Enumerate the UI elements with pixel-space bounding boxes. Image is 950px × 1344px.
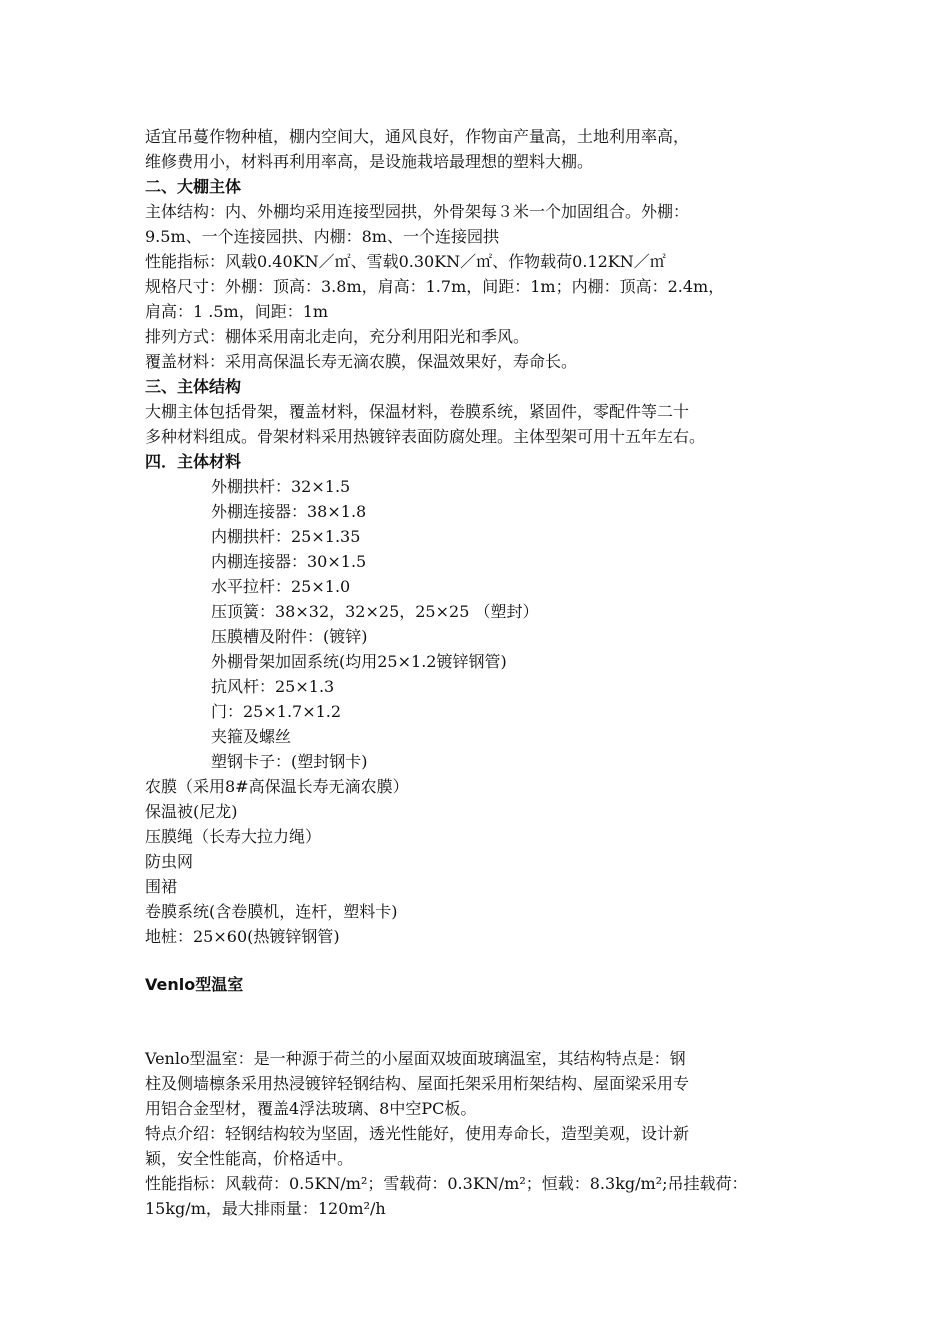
material-item: 抗风杆：25×1.3 <box>211 677 335 696</box>
paragraph-line: 特点介绍：轻钢结构较为坚固，透光性能好，使用寿命长，造型美观，设计新 <box>145 1124 690 1143</box>
paragraph-line: 柱及侧墙檩条采用热浸镀锌轻钢结构、屋面托架采用桁架结构、屋面梁采用专 <box>145 1074 690 1093</box>
paragraph-line: 肩高：1 .5m，间距：1m <box>145 302 329 321</box>
paragraph-line: 覆盖材料：采用高保温长寿无滴农膜，保温效果好，寿命长。 <box>145 352 578 371</box>
material-item: 塑钢卡子：(塑封钢卡) <box>211 752 368 771</box>
material-item: 外棚骨架加固系统(均用25×1.2镀锌钢管) <box>211 652 507 671</box>
material-item: 防虫网 <box>145 852 194 871</box>
paragraph-line: 性能指标：风载0.40KN／㎡、雪载0.30KN／㎡、作物载荷0.12KN／㎡ <box>145 252 666 271</box>
material-item: 卷膜系统(含卷膜机，连杆，塑料卡) <box>145 902 398 921</box>
material-item: 内棚连接器：30×1.5 <box>211 552 367 571</box>
intro-line: 适宜吊蔓作物种植，棚内空间大，通风良好，作物亩产量高，土地利用率高， <box>145 127 690 146</box>
material-item: 压膜槽及附件：(镀锌) <box>211 627 368 646</box>
paragraph-line: 大棚主体包括骨架，覆盖材料，保温材料，卷膜系统，紧固件，零配件等二十 <box>145 402 690 421</box>
paragraph-line: 性能指标：风载荷：0.5KN/m²；雪载荷：0.3KN/m²；恒载：8.3kg/m²;吊挂载荷： <box>145 1174 748 1193</box>
section-heading: 四．主体材料 <box>145 452 242 471</box>
paragraph-line: 规格尺寸：外棚：顶高：3.8m，肩高：1.7m，间距：1m；内棚：顶高：2.4m， <box>145 277 725 296</box>
paragraph-line: 15kg/m，最大排雨量：120m²/h <box>145 1199 386 1218</box>
material-item: 地桩：25×60(热镀锌钢管) <box>145 927 340 946</box>
section-heading: Venlo型温室 <box>145 975 244 994</box>
paragraph-line: 排列方式：棚体采用南北走向，充分利用阳光和季风。 <box>145 327 530 346</box>
material-item: 农膜（采用8#高保温长寿无滴农膜） <box>145 777 409 796</box>
material-item: 夹箍及螺丝 <box>211 727 292 746</box>
material-item: 外棚连接器：38×1.8 <box>211 502 367 521</box>
paragraph-line: 主体结构：内、外棚均采用连接型园拱，外骨架每３米一个加固组合。外棚： <box>145 202 690 221</box>
material-item: 外棚拱杆：32×1.5 <box>211 477 351 496</box>
paragraph-line: Venlo型温室：是一种源于荷兰的小屋面双坡面玻璃温室，其结构特点是：钢 <box>145 1049 686 1068</box>
material-item: 压顶簧：38×32，32×25，25×25 （塑封） <box>211 602 539 621</box>
section-heading: 二、大棚主体 <box>145 177 242 196</box>
material-item: 水平拉杆：25×1.0 <box>211 577 351 596</box>
paragraph-line: 9.5m、一个连接园拱、内棚：8m、一个连接园拱 <box>145 227 499 246</box>
intro-line: 维修费用小，材料再利用率高，是设施栽培最理想的塑料大棚。 <box>145 152 594 171</box>
paragraph-line: 颖，安全性能高，价格适中。 <box>145 1149 354 1168</box>
material-item: 内棚拱杆：25×1.35 <box>211 527 361 546</box>
section-heading: 三、主体结构 <box>145 377 242 396</box>
material-item: 门：25×1.7×1.2 <box>211 702 342 721</box>
material-item: 围裙 <box>145 877 178 896</box>
material-item: 保温被(尼龙) <box>145 802 238 821</box>
material-item: 压膜绳（长寿大拉力绳） <box>145 827 322 846</box>
paragraph-line: 多种材料组成。骨架材料采用热镀锌表面防腐处理。主体型架可用十五年左右。 <box>145 427 706 446</box>
paragraph-line: 用铝合金型材，覆盖4浮法玻璃、8中空PC板。 <box>145 1099 477 1118</box>
